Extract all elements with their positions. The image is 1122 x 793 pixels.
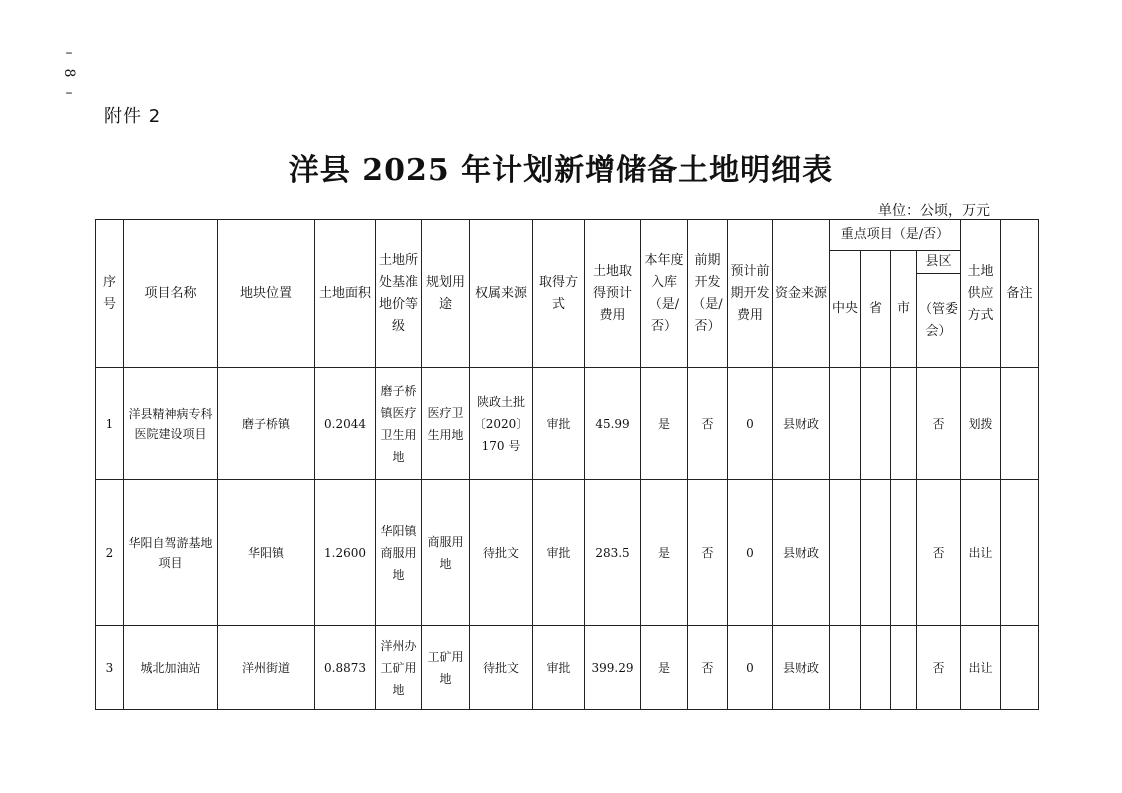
cell-name: 华阳自驾游基地项目 bbox=[124, 480, 218, 626]
header-committee: （管委会） bbox=[917, 274, 961, 368]
cell-supply: 出让 bbox=[961, 480, 1001, 626]
cell-central bbox=[830, 626, 861, 710]
cell-use: 商服用地 bbox=[422, 480, 470, 626]
cell-ownership: 待批文 bbox=[470, 626, 533, 710]
cell-county: 否 bbox=[917, 480, 961, 626]
cell-supply: 划拨 bbox=[961, 368, 1001, 480]
cell-central bbox=[830, 480, 861, 626]
cell-method: 审批 bbox=[533, 368, 585, 480]
header-seq: 序号 bbox=[96, 220, 124, 368]
cell-use: 工矿用地 bbox=[422, 626, 470, 710]
cell-city bbox=[891, 480, 917, 626]
cell-province bbox=[861, 626, 891, 710]
cell-ownership: 待批文 bbox=[470, 480, 533, 626]
cell-seq: 1 bbox=[96, 368, 124, 480]
cell-location: 华阳镇 bbox=[218, 480, 315, 626]
cell-name: 洋县精神病专科医院建设项目 bbox=[124, 368, 218, 480]
cell-remark bbox=[1001, 480, 1039, 626]
cell-method: 审批 bbox=[533, 480, 585, 626]
cell-price-grade: 磨子桥镇医疗卫生用地 bbox=[376, 368, 422, 480]
cell-seq: 3 bbox=[96, 626, 124, 710]
header-cost: 土地取得预计费用 bbox=[585, 220, 641, 368]
cell-area: 0.8873 bbox=[315, 626, 376, 710]
cell-city bbox=[891, 626, 917, 710]
cell-central bbox=[830, 368, 861, 480]
cell-seq: 2 bbox=[96, 480, 124, 626]
cell-pre-dev-cost: 0 bbox=[728, 368, 773, 480]
cell-fund: 县财政 bbox=[773, 480, 830, 626]
cell-pre-dev: 否 bbox=[688, 626, 728, 710]
cell-method: 审批 bbox=[533, 626, 585, 710]
cell-cost: 399.29 bbox=[585, 626, 641, 710]
header-pre-dev: 前期开发（是/否） bbox=[688, 220, 728, 368]
annex-label: 附件 2 bbox=[104, 106, 162, 127]
cell-in-storage: 是 bbox=[641, 480, 688, 626]
unit-note: 单位：公顷，万元 bbox=[878, 203, 990, 219]
cell-pre-dev-cost: 0 bbox=[728, 626, 773, 710]
header-key-project: 重点项目（是/否） bbox=[830, 220, 961, 251]
cell-price-grade: 洋州办工矿用地 bbox=[376, 626, 422, 710]
cell-cost: 283.5 bbox=[585, 480, 641, 626]
header-county: 县区 bbox=[917, 251, 961, 274]
cell-name: 城北加油站 bbox=[124, 626, 218, 710]
table-row bbox=[96, 368, 1039, 480]
header-use: 规划用途 bbox=[422, 220, 470, 368]
header-ownership: 权属来源 bbox=[470, 220, 533, 368]
cell-area: 0.2044 bbox=[315, 368, 376, 480]
cell-price-grade: 华阳镇商服用地 bbox=[376, 480, 422, 626]
cell-fund: 县财政 bbox=[773, 626, 830, 710]
page-number-value: 8 bbox=[61, 68, 77, 78]
cell-area: 1.2600 bbox=[315, 480, 376, 626]
cell-supply: 出让 bbox=[961, 626, 1001, 710]
cell-remark bbox=[1001, 368, 1039, 480]
header-name: 项目名称 bbox=[124, 220, 218, 368]
cell-city bbox=[891, 368, 917, 480]
cell-county: 否 bbox=[917, 368, 961, 480]
cell-province bbox=[861, 480, 891, 626]
table-row bbox=[96, 626, 1039, 710]
cell-pre-dev-cost: 0 bbox=[728, 480, 773, 626]
header-area: 土地面积 bbox=[315, 220, 376, 368]
header-in-storage: 本年度入库（是/否） bbox=[641, 220, 688, 368]
cell-pre-dev: 否 bbox=[688, 368, 728, 480]
table-row bbox=[96, 480, 1039, 626]
header-price-grade: 土地所处基准地价等级 bbox=[376, 220, 422, 368]
cell-ownership: 陕政土批〔2020〕170 号 bbox=[470, 368, 533, 480]
header-central: 中央 bbox=[830, 251, 861, 368]
cell-county: 否 bbox=[917, 626, 961, 710]
cell-location: 洋州街道 bbox=[218, 626, 315, 710]
header-method: 取得方式 bbox=[533, 220, 585, 368]
header-province: 省 bbox=[861, 251, 891, 368]
cell-province bbox=[861, 368, 891, 480]
cell-cost: 45.99 bbox=[585, 368, 641, 480]
cell-remark bbox=[1001, 626, 1039, 710]
cell-use: 医疗卫生用地 bbox=[422, 368, 470, 480]
header-city: 市 bbox=[891, 251, 917, 368]
header-fund: 资金来源 bbox=[773, 220, 830, 368]
cell-fund: 县财政 bbox=[773, 368, 830, 480]
cell-pre-dev: 否 bbox=[688, 480, 728, 626]
page-title: 洋县 2025 年计划新增储备土地明细表 bbox=[288, 153, 834, 188]
cell-in-storage: 是 bbox=[641, 626, 688, 710]
page-number: – 8 – bbox=[61, 45, 77, 101]
header-supply: 土地供应方式 bbox=[961, 220, 1001, 368]
cell-location: 磨子桥镇 bbox=[218, 368, 315, 480]
header-location: 地块位置 bbox=[218, 220, 315, 368]
cell-in-storage: 是 bbox=[641, 368, 688, 480]
header-pre-dev-cost: 预计前期开发费用 bbox=[728, 220, 773, 368]
land-reserve-table bbox=[95, 219, 1039, 710]
header-remark: 备注 bbox=[1001, 220, 1039, 368]
